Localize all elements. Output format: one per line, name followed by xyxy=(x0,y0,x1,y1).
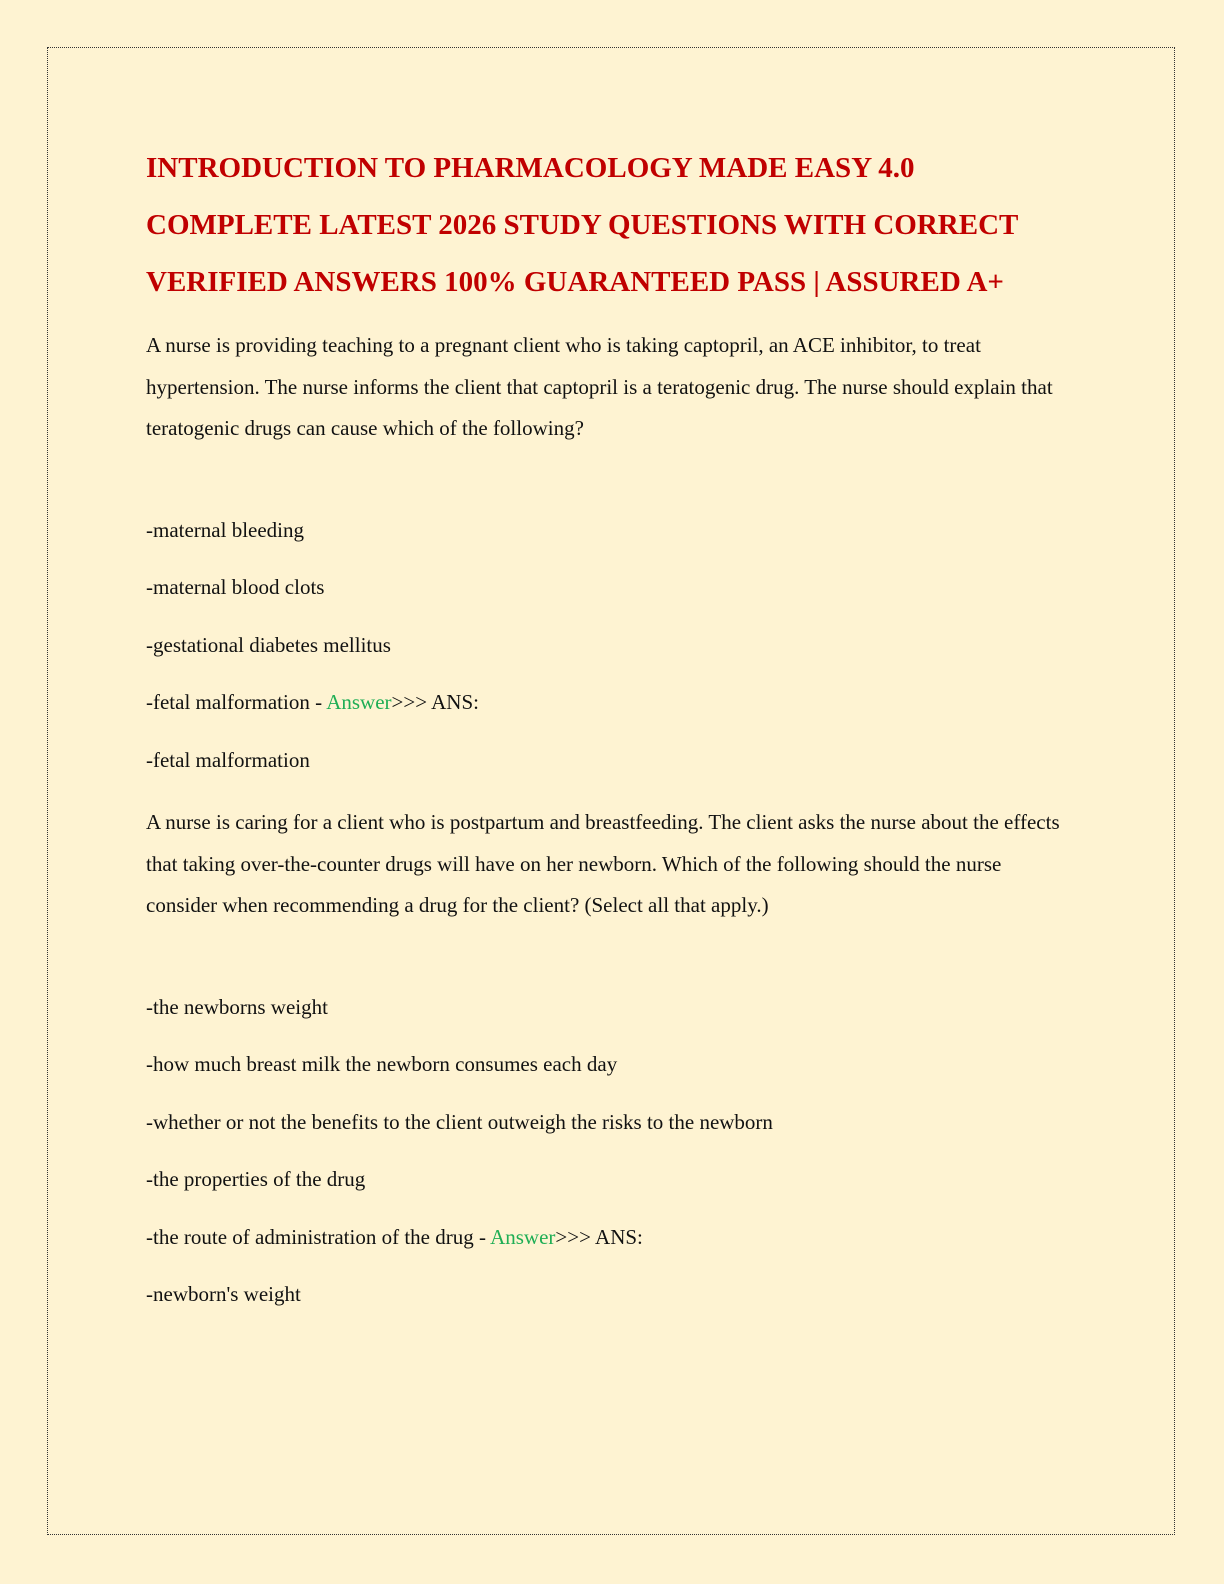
answer-label: Answer xyxy=(326,690,392,714)
question-1-option: -maternal bleeding xyxy=(146,517,305,542)
spacer xyxy=(146,927,1076,992)
question-1-option: -maternal blood clots xyxy=(146,575,325,599)
answer-label: Answer xyxy=(490,1224,556,1249)
question-2-option: -how much breast milk the newborn consumes each day xyxy=(146,1052,618,1076)
question-2-answer: -newborn's weight xyxy=(146,1282,301,1306)
document-title: INTRODUCTION TO PHARMACOLOGY MADE EASY 4.0 COMPLETE LATEST 2026 STUDY QUESTIONS WITH CORRECT VERIFIED ANSWERS 100% GUARANTEED PASS | ASSURED A+ xyxy=(146,152,1018,298)
question-2-option: -the newborns weight xyxy=(146,994,328,1019)
question-1-answer: -fetal malformation xyxy=(146,747,310,772)
question-2-last-option xyxy=(146,1222,1076,1252)
document-body xyxy=(146,140,1076,1337)
answer-marker: >>> ANS: xyxy=(391,690,479,714)
question-1-text: A nurse is providing teaching to a pregnant client who is taking captopril, an ACE inhibitor, to treat hypertension. The nurse informs the client that captopril is a teratogenic drug. The nurse should explain that teratogenic drugs can cause which of the following? xyxy=(146,333,1053,440)
answer-marker: >>> ANS: xyxy=(555,1224,643,1249)
option-text: -fetal malformation - xyxy=(146,690,327,714)
option-text: -the route of administration of the drug - xyxy=(146,1224,491,1249)
spacer xyxy=(146,450,1076,515)
question-1-last-option xyxy=(146,687,1076,717)
question-1-option: -gestational diabetes mellitus xyxy=(146,632,391,657)
question-2-option: -the properties of the drug xyxy=(146,1167,366,1191)
question-2-text: A nurse is caring for a client who is postpartum and breastfeeding. The client asks the nurse about the effects that taking over-the-counter drugs will have on her newborn. Which of the following should the nurse consider when recommending a drug for the client? (Select all that apply.) xyxy=(146,810,1060,917)
question-2-option: -whether or not the benefits to the client outweigh the risks to the newborn xyxy=(146,1109,773,1134)
